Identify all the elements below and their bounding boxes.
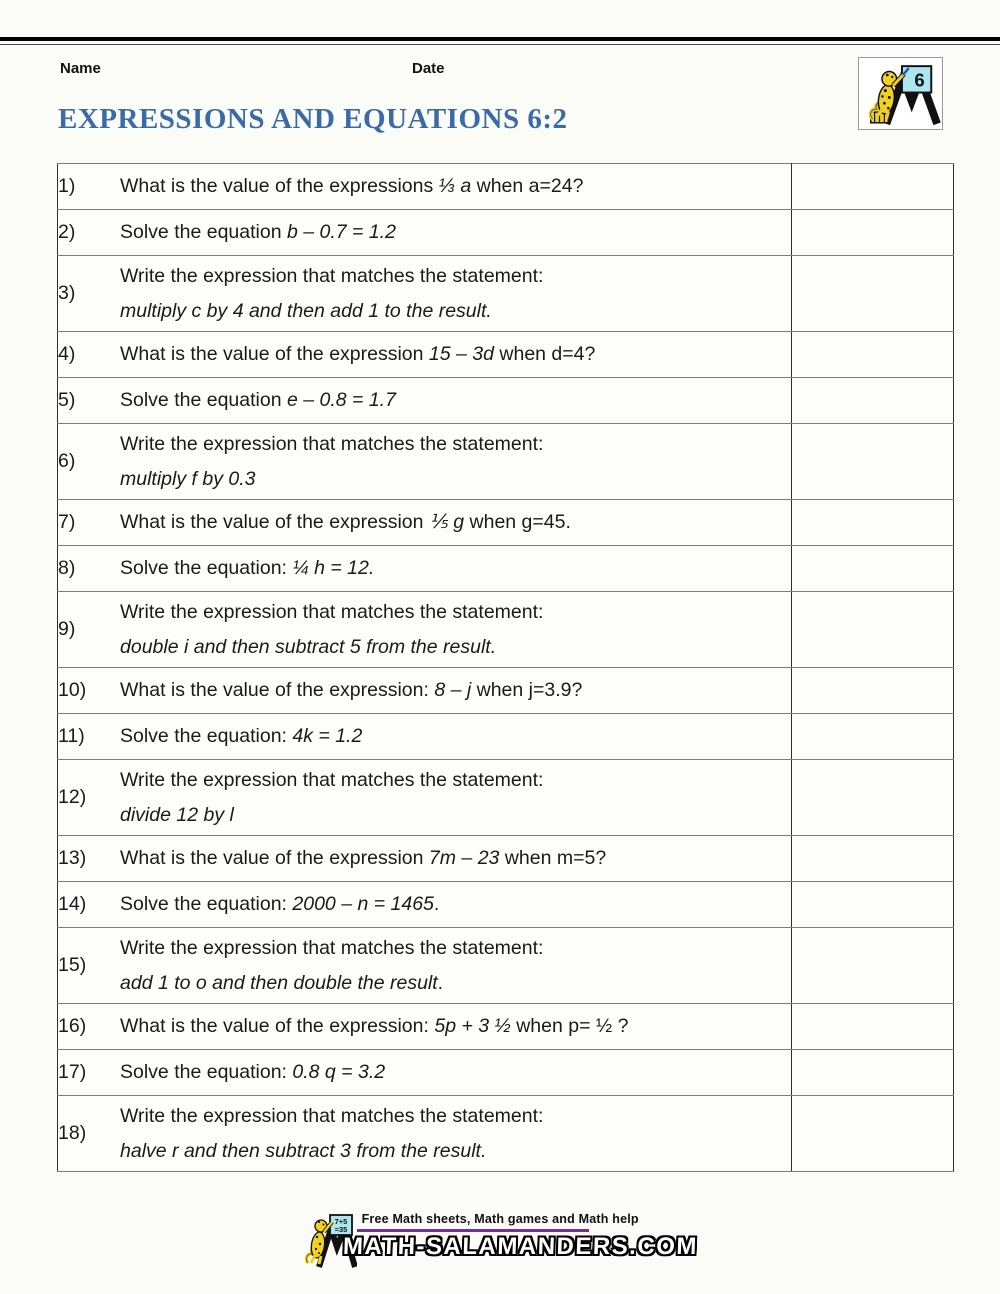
question-text — [120, 164, 792, 210]
question-row — [58, 210, 954, 256]
question-line: halve r and then subtract 3 from the result. — [120, 1139, 487, 1162]
answer-cell — [792, 256, 954, 332]
question-number: 8) — [58, 546, 121, 592]
footer-tagline: Free Math sheets, Math games and Math help — [361, 1212, 639, 1226]
top-rule — [0, 37, 1000, 45]
question-number: 1) — [58, 164, 121, 210]
questions-body — [58, 164, 954, 1172]
question-line: Solve the equation: 2000 – n = 1465. — [120, 893, 440, 915]
footer-branding — [0, 1203, 1000, 1269]
question-number: 11) — [58, 714, 121, 760]
grade-number: 6 — [914, 69, 925, 91]
question-row — [58, 836, 954, 882]
answer-cell — [792, 546, 954, 592]
question-row — [58, 378, 954, 424]
question-line: Write the expression that matches the statement: — [120, 600, 544, 623]
question-row — [58, 668, 954, 714]
question-line: Solve the equation: 4k = 1.2 — [120, 725, 363, 747]
question-number: 12) — [58, 760, 121, 836]
question-row — [58, 1096, 954, 1172]
question-line: Solve the equation: ¼ h = 12. — [120, 557, 375, 579]
question-number: 9) — [58, 592, 121, 668]
question-row — [58, 424, 954, 500]
question-number: 2) — [58, 210, 121, 256]
answer-cell — [792, 1004, 954, 1050]
question-line: multiply f by 0.3 — [120, 467, 256, 490]
question-line: What is the value of the expression 7m – 23 when m=5? — [120, 847, 607, 869]
question-row — [58, 760, 954, 836]
footer-text-block — [342, 1203, 698, 1261]
question-text — [120, 760, 792, 836]
question-text — [120, 668, 792, 714]
math-salamanders-logo — [858, 57, 943, 130]
answer-cell — [792, 332, 954, 378]
question-line: double i and then subtract 5 from the result. — [120, 635, 497, 658]
footer-wordmark: MATH-SALAMANDERS.COM — [342, 1233, 698, 1260]
question-number: 5) — [58, 378, 121, 424]
answer-cell — [792, 714, 954, 760]
question-row — [58, 332, 954, 378]
question-line: Write the expression that matches the statement: — [120, 1104, 544, 1127]
question-number: 18) — [58, 1096, 121, 1172]
answer-cell — [792, 1050, 954, 1096]
question-text — [120, 928, 792, 1004]
question-row — [58, 592, 954, 668]
answer-cell — [792, 928, 954, 1004]
question-line: Solve the equation: 0.8 q = 3.2 — [120, 1061, 386, 1083]
page-title: EXPRESSIONS AND EQUATIONS 6:2 — [58, 103, 568, 135]
question-text — [120, 714, 792, 760]
question-line: Write the expression that matches the statement: — [120, 768, 544, 791]
question-line: Write the expression that matches the statement: — [120, 432, 544, 455]
answer-cell — [792, 882, 954, 928]
board-sum-line1: 7+5 — [334, 1217, 347, 1226]
question-number: 10) — [58, 668, 121, 714]
question-row — [58, 256, 954, 332]
question-row — [58, 1004, 954, 1050]
question-text — [120, 256, 792, 332]
question-number: 6) — [58, 424, 121, 500]
answer-cell — [792, 668, 954, 714]
question-number: 17) — [58, 1050, 121, 1096]
question-line: What is the value of the expression 15 – 3d when d=4? — [120, 343, 596, 365]
question-text — [120, 882, 792, 928]
question-row — [58, 164, 954, 210]
question-line: Write the expression that matches the statement: — [120, 264, 544, 287]
name-label: Name — [60, 60, 101, 77]
answer-cell — [792, 164, 954, 210]
date-label: Date — [412, 60, 445, 77]
question-text — [120, 332, 792, 378]
question-number: 15) — [58, 928, 121, 1004]
question-number: 4) — [58, 332, 121, 378]
salamander-easel-icon — [859, 58, 942, 129]
answer-cell — [792, 760, 954, 836]
question-line: What is the value of the expressions ⅓ a when a=24? — [120, 175, 584, 197]
question-text — [120, 836, 792, 882]
question-number: 7) — [58, 500, 121, 546]
question-line: divide 12 by l — [120, 803, 234, 826]
question-line: Solve the equation e – 0.8 = 1.7 — [120, 389, 396, 411]
question-text — [120, 210, 792, 256]
question-line: What is the value of the expression ⅕ g when g=45. — [120, 511, 571, 533]
answer-cell — [792, 210, 954, 256]
question-text — [120, 546, 792, 592]
question-text — [120, 1050, 792, 1096]
question-text — [120, 1096, 792, 1172]
question-text — [120, 424, 792, 500]
question-line: multiply c by 4 and then add 1 to the result. — [120, 299, 492, 322]
question-line: What is the value of the expression: 5p + 3 ½ when p= ½ ? — [120, 1015, 629, 1037]
question-row — [58, 546, 954, 592]
question-text — [120, 378, 792, 424]
questions-table — [57, 163, 954, 1172]
answer-cell — [792, 378, 954, 424]
board-sum-line2: =35 — [334, 1225, 347, 1234]
question-number: 16) — [58, 1004, 121, 1050]
question-text — [120, 1004, 792, 1050]
question-row — [58, 714, 954, 760]
answer-cell — [792, 592, 954, 668]
question-line: What is the value of the expression: 8 – j when j=3.9? — [120, 679, 583, 701]
answer-cell — [792, 836, 954, 882]
answer-cell — [792, 500, 954, 546]
question-row — [58, 500, 954, 546]
question-text — [120, 500, 792, 546]
question-row — [58, 882, 954, 928]
footer-divider — [357, 1229, 589, 1232]
answer-cell — [792, 1096, 954, 1172]
question-line: add 1 to o and then double the result. — [120, 971, 444, 994]
question-row — [58, 1050, 954, 1096]
question-number: 14) — [58, 882, 121, 928]
question-line: Write the expression that matches the statement: — [120, 936, 544, 959]
question-number: 3) — [58, 256, 121, 332]
question-text — [120, 592, 792, 668]
question-number: 13) — [58, 836, 121, 882]
question-line: Solve the equation b – 0.7 = 1.2 — [120, 221, 396, 243]
question-row — [58, 928, 954, 1004]
answer-cell — [792, 424, 954, 500]
